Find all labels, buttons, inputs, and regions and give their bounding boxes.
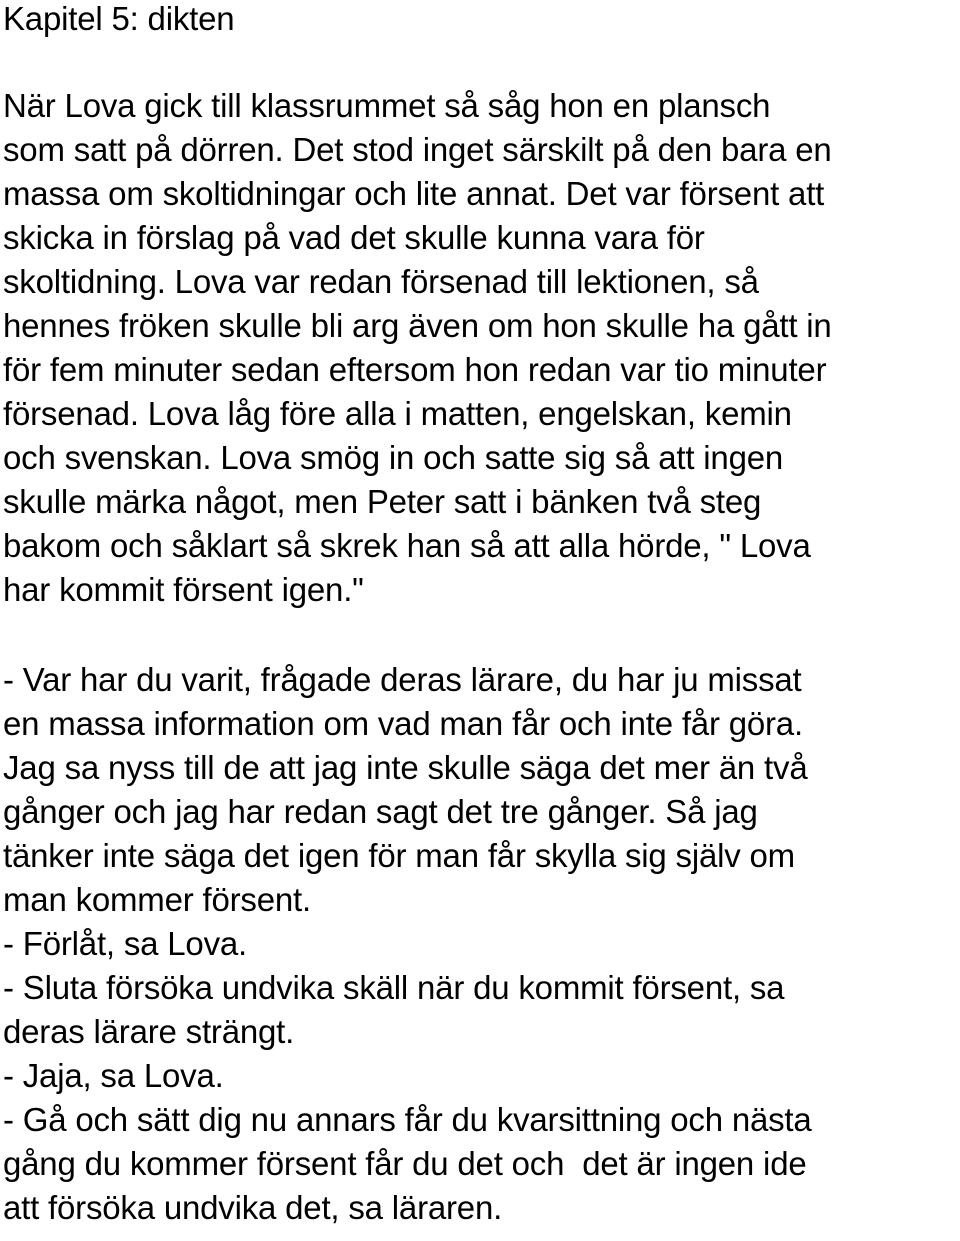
text-line-2: som satt på dörren. Det stod inget särskilt på den bara en [3, 131, 832, 168]
text-line-18: man kommer försent. [3, 881, 311, 918]
text-line-24: gång du kommer försent får du det och det är ingen ide [3, 1145, 807, 1182]
text-line-16: gånger och jag har redan sagt det tre gånger. Så jag [3, 793, 758, 830]
chapter-title: Kapitel 5: dikten [3, 0, 235, 37]
text-line-23: - Gå och sätt dig nu annars får du kvarsittning och nästa [3, 1101, 812, 1138]
text-line-4: skicka in förslag på vad det skulle kunna vara för [3, 219, 705, 256]
text-line-13: - Var har du varit, frågade deras lärare, du har ju missat [3, 661, 802, 698]
text-line-17: tänker inte säga det igen för man får skylla sig själv om [3, 837, 795, 874]
text-line-11: bakom och såklart så skrek han så att alla hörde, " Lova [3, 527, 811, 564]
text-line-19: - Förlåt, sa Lova. [3, 925, 247, 962]
text-line-15: Jag sa nyss till de att jag inte skulle säga det mer än två [3, 749, 808, 786]
text-line-5: skoltidning. Lova var redan försenad till lektionen, så [3, 263, 759, 300]
text-line-21: deras lärare strängt. [3, 1013, 295, 1050]
text-line-20: - Sluta försöka undvika skäll när du kommit försent, sa [3, 969, 785, 1006]
text-line-12: har kommit försent igen." [3, 571, 364, 608]
text-line-9: och svenskan. Lova smög in och satte sig så att ingen [3, 439, 784, 476]
text-line-8: försenad. Lova låg före alla i matten, engelskan, kemin [3, 395, 792, 432]
text-line-1: När Lova gick till klassrummet så såg hon en plansch [3, 87, 771, 124]
text-line-6: hennes fröken skulle bli arg även om hon skulle ha gått in [3, 307, 832, 344]
text-line-25: att försöka undvika det, sa läraren. [3, 1189, 503, 1226]
text-line-22: - Jaja, sa Lova. [3, 1057, 224, 1094]
text-line-7: för fem minuter sedan eftersom hon redan var tio minuter [3, 351, 827, 388]
text-line-10: skulle märka något, men Peter satt i bänken två steg [3, 483, 762, 520]
text-line-3: massa om skoltidningar och lite annat. Det var försent att [3, 175, 825, 212]
text-line-14: en massa information om vad man får och inte får göra. [3, 705, 803, 742]
